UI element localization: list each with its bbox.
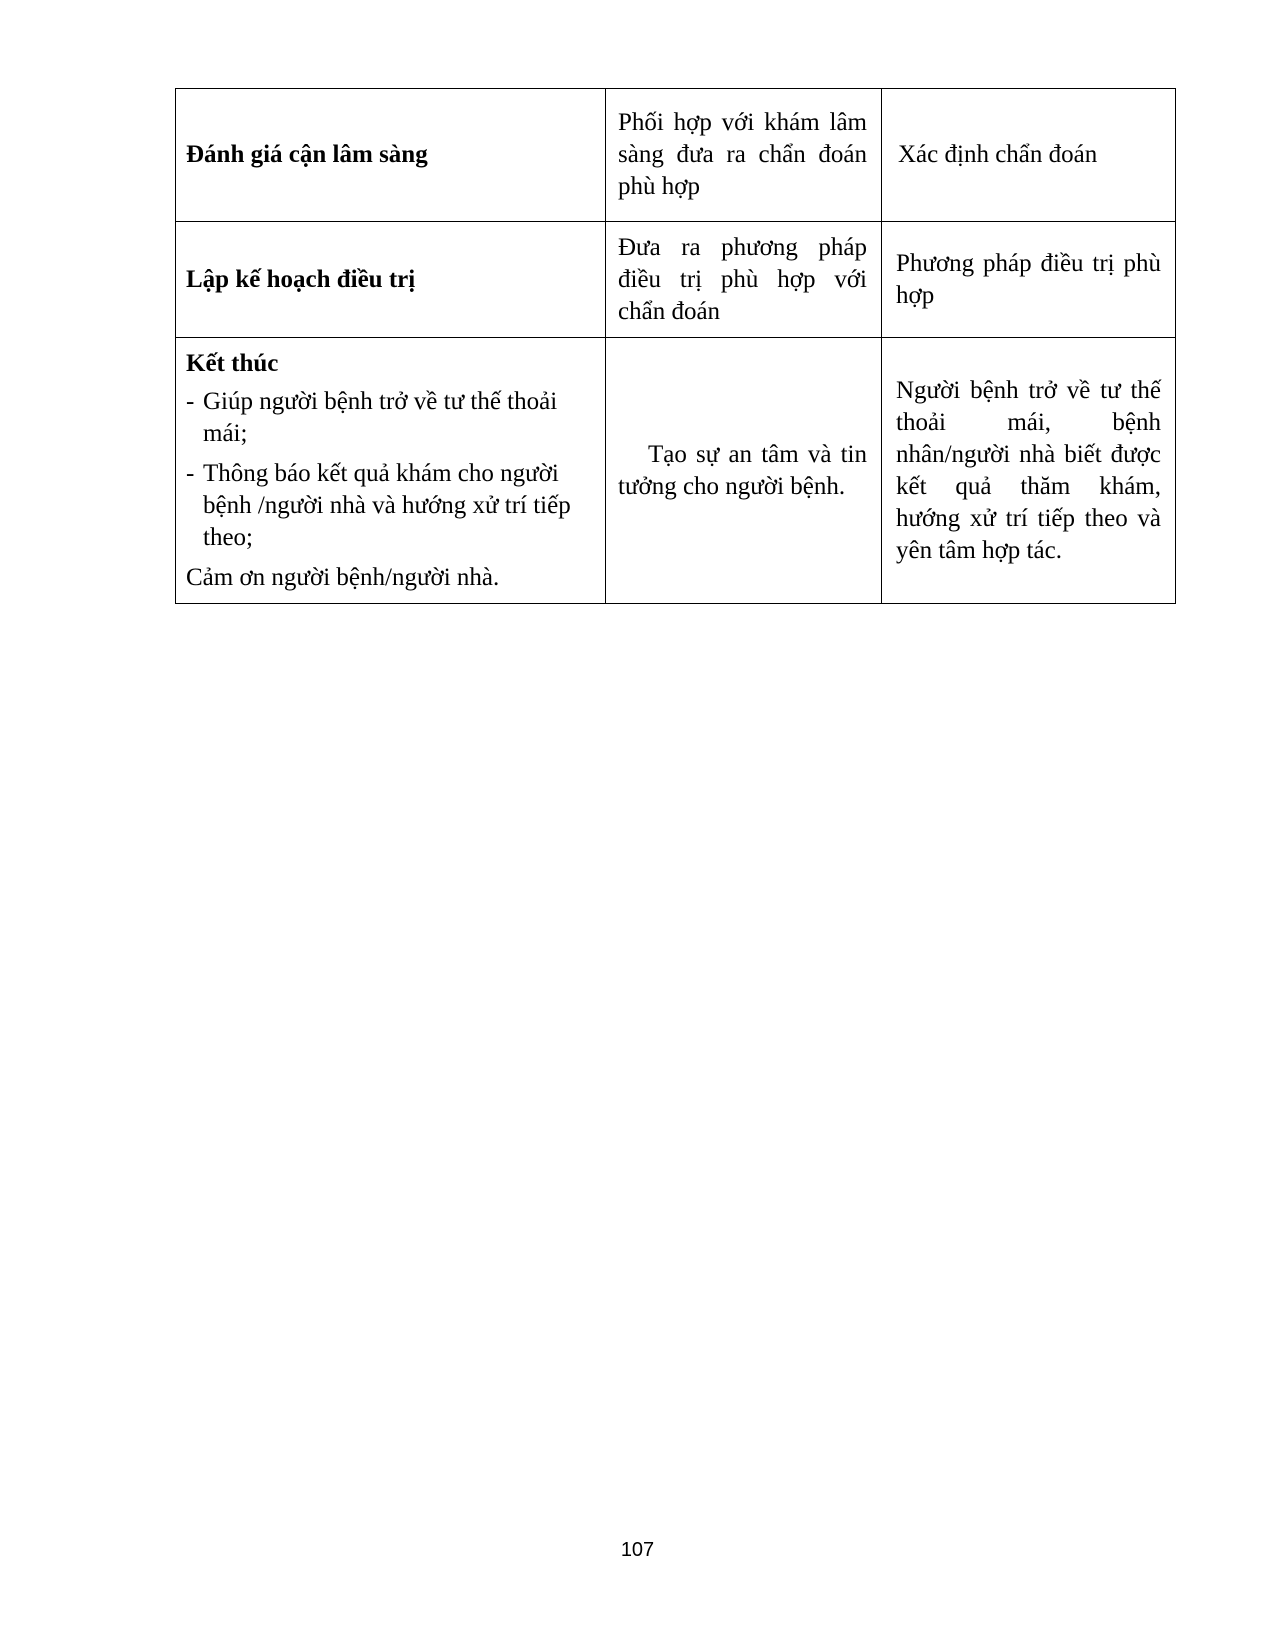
result-text: Phương pháp điều trị phù hợp xyxy=(896,249,1161,309)
step-title: Kết thúc xyxy=(186,349,279,377)
list-item-text: Giúp người bệnh trở về tư thế thoải mái; xyxy=(203,387,558,447)
step-cell xyxy=(176,338,606,604)
result-cell xyxy=(882,222,1176,338)
step-cell xyxy=(176,222,606,338)
table-row xyxy=(176,338,1176,604)
list-item xyxy=(186,458,595,554)
purpose-text: Đưa ra phương pháp điều trị phù hợp với chẩn đoán xyxy=(618,233,867,325)
result-cell xyxy=(882,89,1176,222)
dash-bullet: - xyxy=(186,387,195,415)
result-text: Xác định chẩn đoán xyxy=(898,141,1098,168)
page-number: 107 xyxy=(620,1539,655,1561)
step-cell xyxy=(176,89,606,222)
procedure-table xyxy=(175,88,1176,604)
purpose-cell xyxy=(606,338,882,604)
list-item xyxy=(186,386,595,450)
table-row xyxy=(176,89,1176,222)
purpose-text: Tạo sự an tâm và tin tưởng cho người bệnh. xyxy=(618,440,867,500)
closing-line: Cảm ơn người bệnh/người nhà. xyxy=(186,563,500,591)
purpose-cell xyxy=(606,89,882,222)
dash-bullet: - xyxy=(186,459,195,487)
step-list xyxy=(186,386,595,554)
list-item-text: Thông báo kết quả khám cho người bệnh /người nhà và hướng xử trí tiếp theo; xyxy=(203,459,571,551)
purpose-cell xyxy=(606,222,882,338)
table-row xyxy=(176,222,1176,338)
step-label: Đánh giá cận lâm sàng xyxy=(186,141,428,168)
result-cell xyxy=(882,338,1176,604)
result-text: Người bệnh trở về tư thế thoải mái, bệnh nhân/người nhà biết được kết quả thăm khám, hướng xử trí tiếp theo và yên tâm hợp tác. xyxy=(896,376,1161,564)
purpose-text: Phối hợp với khám lâm sàng đưa ra chẩn đoán phù hợp xyxy=(618,109,867,200)
step-label: Lập kế hoạch điều trị xyxy=(186,265,416,293)
